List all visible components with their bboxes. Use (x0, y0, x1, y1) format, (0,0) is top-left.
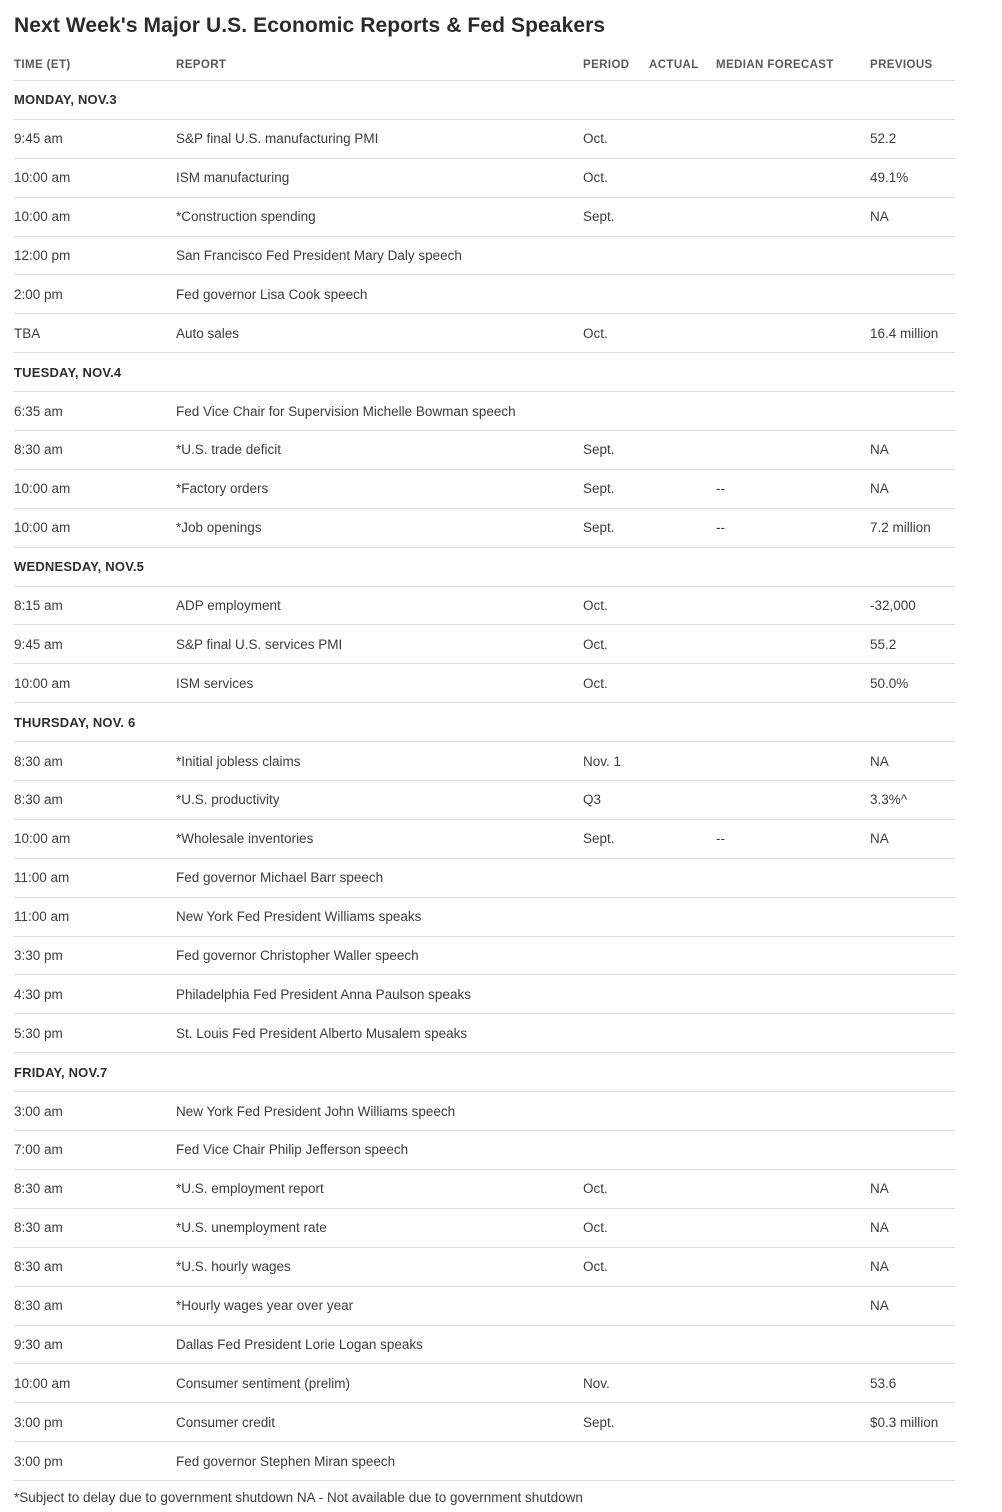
cell-previous: 49.1% (870, 170, 909, 186)
cell-period: Oct. (583, 170, 608, 186)
cell-report: ISM manufacturing (176, 170, 290, 186)
cell-time: 3:30 pm (14, 948, 63, 964)
cell-time: 11:00 am (14, 870, 70, 886)
cell-forecast: -- (716, 481, 725, 497)
reports-table (14, 50, 955, 1481)
table-row (14, 1403, 955, 1442)
cell-previous: -32,000 (870, 598, 916, 614)
cell-period: Sept. (583, 209, 615, 225)
cell-time: 10:00 am (14, 831, 71, 847)
table-row (14, 625, 955, 664)
cell-report: Fed governor Stephen Miran speech (176, 1453, 396, 1469)
footnote: *Subject to delay due to government shutdown NA - Not available due to government shutdown (14, 1490, 583, 1506)
section-label: TUESDAY, NOV.4 (14, 364, 122, 380)
cell-report: *Construction spending (176, 209, 316, 225)
cell-previous: NA (870, 1220, 889, 1236)
cell-report: *U.S. hourly wages (176, 1259, 291, 1275)
cell-previous: NA (870, 209, 889, 225)
table-row (14, 898, 955, 937)
table-row (14, 820, 955, 859)
table-row (14, 314, 955, 353)
cell-time: 8:15 am (14, 598, 63, 614)
cell-period: Nov. 1 (583, 753, 622, 769)
cell-period: Sept. (583, 481, 615, 497)
cell-period: Sept. (583, 442, 615, 458)
cell-report: Fed Vice Chair for Supervision Michelle Bowman speech (176, 403, 516, 419)
table-row (14, 1014, 955, 1053)
section-header-row (14, 1053, 955, 1092)
cell-report: Consumer credit (176, 1414, 276, 1430)
cell-time: 8:30 am (14, 792, 63, 808)
table-row (14, 120, 955, 159)
page-title: Next Week's Major U.S. Economic Reports & Fed Speakers (14, 14, 606, 37)
section-header-row (14, 353, 955, 392)
cell-report: Auto sales (176, 325, 240, 341)
cell-report: *Job openings (176, 520, 262, 536)
table-row (14, 1170, 955, 1209)
table-row (14, 275, 955, 314)
cell-previous: NA (870, 1259, 889, 1275)
cell-report: St. Louis Fed President Alberto Musalem speaks (176, 1025, 468, 1041)
column-header-previous: PREVIOUS (870, 59, 933, 71)
cell-period: Nov. (583, 1375, 610, 1391)
cell-time: 10:00 am (14, 675, 71, 691)
table-row (14, 975, 955, 1014)
table-row (14, 1364, 955, 1403)
cell-previous: 50.0% (870, 675, 909, 691)
table-row (14, 937, 955, 976)
table-row (14, 1209, 955, 1248)
table-row (14, 392, 955, 431)
cell-report: *Hourly wages year over year (176, 1298, 354, 1314)
cell-report: San Francisco Fed President Mary Daly speech (176, 248, 462, 263)
cell-time: 8:30 am (14, 1259, 63, 1275)
cell-forecast: -- (716, 520, 725, 536)
cell-previous: 55.2 (870, 636, 897, 652)
table-row (14, 1248, 955, 1287)
cell-previous: NA (870, 442, 889, 458)
table-row (14, 509, 955, 548)
cell-time: 8:30 am (14, 442, 63, 458)
cell-report: New York Fed President Williams speaks (176, 909, 422, 925)
section-label: MONDAY, NOV.3 (14, 92, 117, 108)
cell-report: Fed governor Christopher Waller speech (176, 948, 419, 964)
cell-previous: 53.6 (870, 1375, 897, 1391)
cell-report: *U.S. unemployment rate (176, 1220, 327, 1236)
cell-period: Sept. (583, 520, 615, 536)
cell-previous: NA (870, 753, 889, 769)
cell-time: 12:00 pm (14, 248, 71, 263)
cell-report: New York Fed President John Williams speech (176, 1103, 456, 1119)
cell-time: 8:30 am (14, 1220, 63, 1236)
column-header-period: PERIOD (583, 59, 630, 71)
table-row (14, 1326, 955, 1365)
cell-time: 9:45 am (14, 131, 63, 147)
cell-report: *U.S. productivity (176, 792, 280, 808)
table-row (14, 1092, 955, 1131)
cell-previous: $0.3 million (870, 1414, 939, 1430)
cell-period: Oct. (583, 598, 608, 614)
cell-time: 8:30 am (14, 753, 63, 769)
cell-time: 10:00 am (14, 481, 71, 497)
cell-report: Fed governor Michael Barr speech (176, 870, 384, 886)
table-row (14, 431, 955, 470)
table-row (14, 781, 955, 820)
cell-time: 10:00 am (14, 520, 71, 536)
cell-time: 9:30 am (14, 1336, 63, 1352)
table-body (14, 81, 955, 1481)
cell-time: 3:00 am (14, 1103, 63, 1119)
cell-period: Oct. (583, 1220, 608, 1236)
column-header-time: TIME (ET) (14, 59, 71, 71)
cell-period: Oct. (583, 1181, 608, 1197)
cell-time: 10:00 am (14, 170, 71, 186)
cell-time: TBA (14, 325, 41, 341)
cell-report: Consumer sentiment (prelim) (176, 1375, 351, 1391)
cell-time: 8:30 am (14, 1181, 63, 1197)
table-row (14, 1131, 955, 1170)
table-row (14, 470, 955, 509)
cell-report: ADP employment (176, 598, 281, 614)
cell-time: 3:00 pm (14, 1453, 63, 1469)
table-row (14, 587, 955, 626)
cell-period: Oct. (583, 636, 608, 652)
cell-period: Oct. (583, 131, 608, 147)
cell-report: *Wholesale inventories (176, 831, 314, 847)
section-header-row (14, 81, 955, 120)
cell-period: Oct. (583, 675, 608, 691)
cell-time: 2:00 pm (14, 286, 63, 302)
table-row (14, 742, 955, 781)
cell-period: Sept. (583, 1414, 615, 1430)
section-header-row (14, 703, 955, 742)
cell-time: 8:30 am (14, 1298, 63, 1314)
cell-previous: NA (870, 481, 889, 497)
cell-time: 3:00 pm (14, 1414, 63, 1430)
table-row (14, 237, 955, 276)
table-row (14, 1442, 955, 1481)
section-header-row (14, 548, 955, 587)
cell-period: Oct. (583, 325, 608, 341)
cell-report: *Initial jobless claims (176, 753, 301, 769)
cell-previous: 16.4 million (870, 325, 939, 341)
cell-report: *U.S. employment report (176, 1181, 324, 1197)
cell-report: Philadelphia Fed President Anna Paulson speaks (176, 986, 471, 1002)
cell-time: 4:30 pm (14, 986, 63, 1002)
section-label: THURSDAY, NOV. 6 (14, 714, 136, 730)
cell-report: S&P final U.S. services PMI (176, 636, 343, 652)
column-header-actual: ACTUAL (649, 59, 699, 71)
cell-period: Oct. (583, 1259, 608, 1275)
cell-time: 9:45 am (14, 636, 63, 652)
cell-previous: 52.2 (870, 131, 897, 147)
cell-time: 6:35 am (14, 403, 63, 419)
cell-forecast: -- (716, 831, 725, 847)
column-header-report: REPORT (176, 59, 227, 71)
cell-report: Fed governor Lisa Cook speech (176, 286, 368, 302)
section-label: FRIDAY, NOV.7 (14, 1064, 108, 1080)
table-row (14, 1287, 955, 1326)
section-label: WEDNESDAY, NOV.5 (14, 559, 145, 575)
cell-report: *U.S. trade deficit (176, 442, 282, 458)
table-row (14, 664, 955, 703)
cell-previous: NA (870, 831, 889, 847)
cell-period: Q3 (583, 792, 602, 808)
cell-previous: NA (870, 1298, 889, 1314)
cell-report: S&P final U.S. manufacturing PMI (176, 131, 379, 147)
cell-previous: 7.2 million (870, 520, 931, 536)
cell-previous: 3.3%^ (870, 792, 908, 808)
cell-time: 7:00 am (14, 1142, 63, 1158)
cell-report: Fed Vice Chair Philip Jefferson speech (176, 1142, 409, 1158)
cell-time: 5:30 pm (14, 1025, 63, 1041)
cell-report: Dallas Fed President Lorie Logan speaks (176, 1336, 423, 1352)
cell-report: *Factory orders (176, 481, 269, 497)
cell-time: 11:00 am (14, 909, 70, 925)
cell-time: 10:00 am (14, 1375, 71, 1391)
column-header-forecast: MEDIAN FORECAST (716, 59, 834, 71)
table-row (14, 859, 955, 898)
cell-report: ISM services (176, 675, 254, 691)
table-row (14, 159, 955, 198)
table-header-row (14, 50, 955, 81)
cell-period: Sept. (583, 831, 615, 847)
table-row (14, 198, 955, 237)
cell-time: 10:00 am (14, 209, 71, 225)
cell-previous: NA (870, 1181, 889, 1197)
